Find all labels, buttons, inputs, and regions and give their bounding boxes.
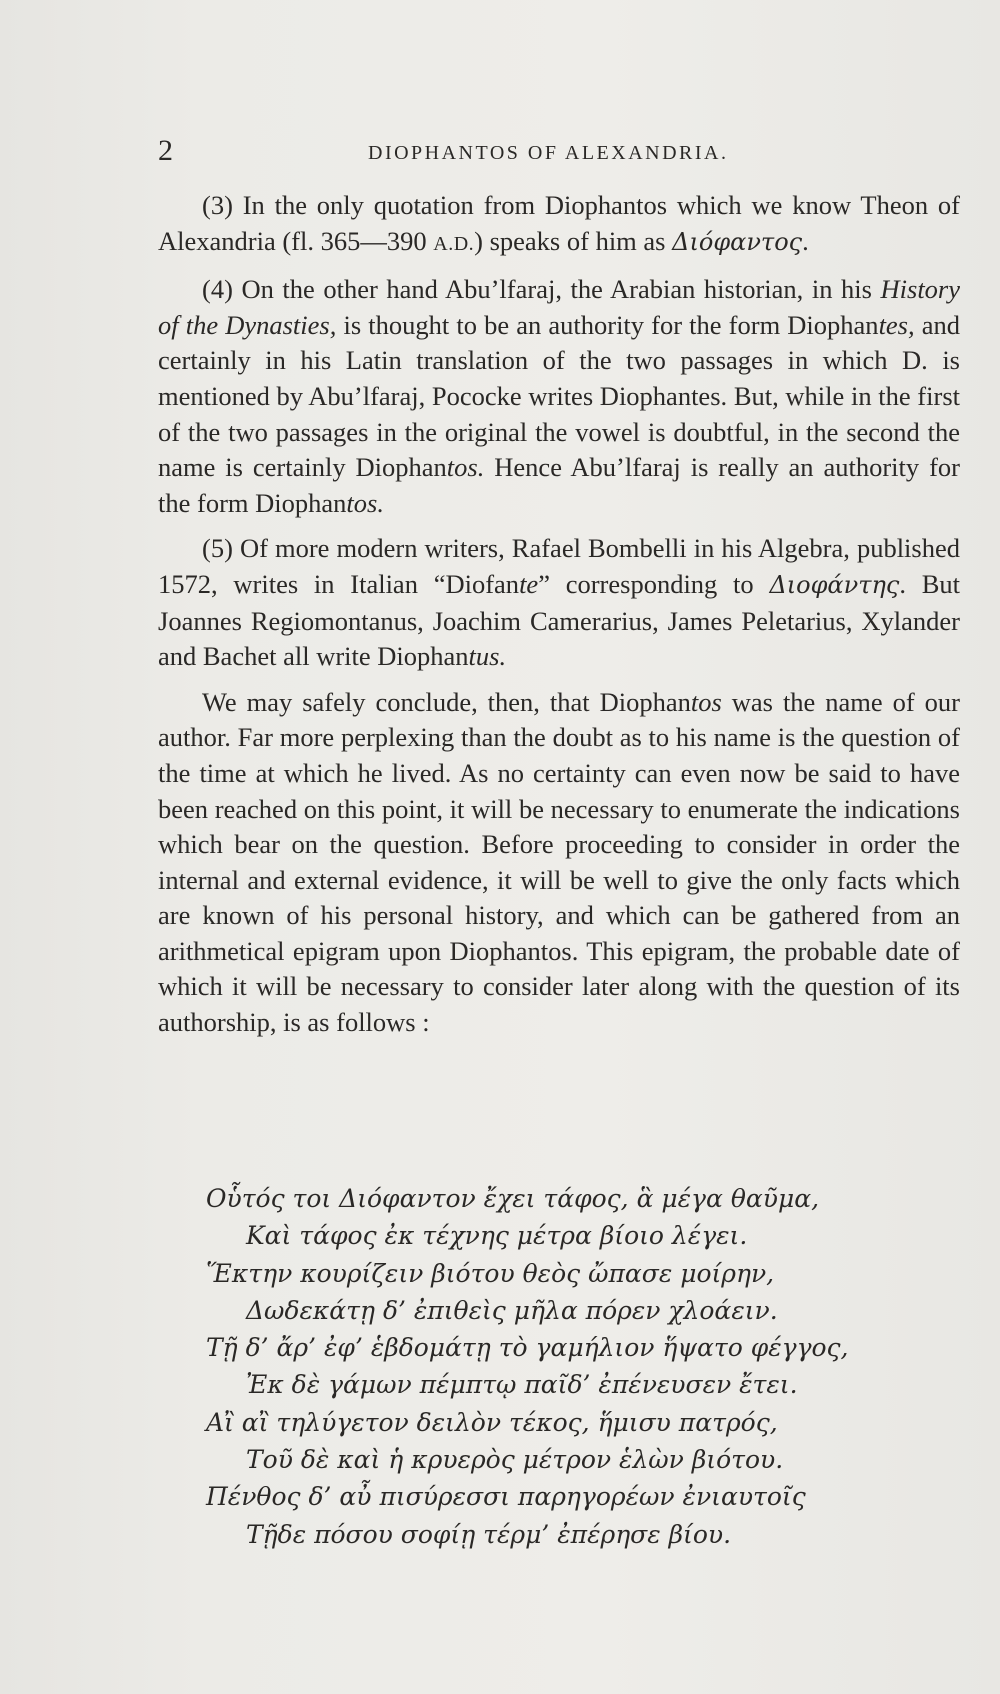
paragraph-4 <box>158 272 960 521</box>
paragraph-4-book-title: History of the Dynasties, <box>158 274 960 340</box>
paragraph-4-text-a: (4) On the other hand Abu’lfaraj, the Arabian historian, in his <box>202 274 881 305</box>
epigram-line: Τῇδε πόσου σοφίῃ τέρμ’ ἐπέρησε βίου. <box>246 1519 732 1549</box>
paragraph-5-text-a: (5) Of more modern writers, Rafael Bombelli in his Algebra, published 1572, writes in Italian “Diofan <box>158 533 960 599</box>
epigram-line: Ἕκτην κουρίζειν βιότου θεὸς ὤπασε μοίρην, <box>206 1258 775 1288</box>
paragraph-6-text-b: was the name of our author. Far more perplexing than the doubt as to his name is the question of the time at which he lived. As no certainty can even now be said to have been reached on this point, it will be necessary to enumerate the indications which bear on the question. Before proceeding to consider in order the internal and external evidence, it will be well to give the only facts which are known of his personal history, and which can be gathered from an arithmetical epigram upon Diophantos. This epigram, the probable date of which it will be necessary to consider later along with the question of its authorship, is as follows : <box>158 686 960 1038</box>
paragraph-3-greek-name: Διόφαντος <box>672 227 803 256</box>
epigram-line: Καὶ τάφος ἐκ τέχνης μέτρα βίοιο λέγει. <box>246 1221 748 1251</box>
paragraph-3 <box>158 188 960 262</box>
paragraph-6-suffix-a: tos <box>690 686 722 717</box>
epigram-line: Οὗτός τοι Διόφαντον ἔχει τάφος, ἃ μέγα θαῦμα, <box>206 1184 820 1213</box>
epigram-line: Τῇ δ’ ἄρ’ ἐφ’ ἑβδομάτῃ τὸ γαμήλιον ἥψατο φέγγος, <box>206 1333 849 1363</box>
epigram-line: Δωδεκάτῃ δ’ ἐπιθεὶς μῆλα πόρεν χλοάειν. <box>246 1295 778 1325</box>
paragraph-5-text-b: ” corresponding to <box>538 568 770 599</box>
epigram-line: Πένθος δ’ αὖ πισύρεσσι παρηγορέων ἐνιαυτοῖς <box>206 1482 806 1512</box>
page-header <box>158 134 958 174</box>
paragraph-5-suffix-a: te <box>519 568 539 599</box>
page-number: 2 <box>158 134 173 167</box>
paragraph-3-text-c: . <box>802 225 809 256</box>
running-head: DIOPHANTOS OF ALEXANDRIA. <box>368 142 729 164</box>
greek-epigram <box>206 1180 926 1553</box>
paragraph-3-text-a: (3) In the only quotation from Diophantos which we know Theon of Alexandria (fl. 365—390 <box>158 190 960 256</box>
paragraph-3-era: A.D. <box>433 232 475 255</box>
paragraph-4-text-c: and certainly in his Latin translation of the two passages in which D. is mentioned by Abu’lfaraj, Pococke writes Diophantes. But, while in the first of the two passages in the original the vowel is doubtful, in the second the name is certainly Diophan <box>158 309 961 483</box>
paragraph-5-suffix-c: tus. <box>468 641 507 672</box>
paragraph-4-suffix-b: tes, <box>878 309 915 340</box>
paragraph-6 <box>158 685 960 1041</box>
epigram-line: Τοῦ δὲ καὶ ἡ κρυερὸς μέτρον ἑλὼν βιότου. <box>246 1445 784 1475</box>
paragraph-4-text-b: is thought to be an authority for the form Diophan <box>336 309 879 340</box>
paragraph-4-text-d: Hence Abu’lfaraj is really an authority for the form Diophan <box>158 452 960 518</box>
paragraph-5 <box>158 531 960 674</box>
paragraph-5-text-c: . But Joannes Regiomontanus, Joachim Camerarius, James Peletarius, Xylander and Bachet all write Diophan <box>158 568 960 672</box>
epigram-line: Ἐκ δὲ γάμων πέμπτῳ παῖδ’ ἐπένευσεν ἔτει. <box>246 1370 798 1400</box>
paragraph-4-suffix-d: tos. <box>346 487 384 518</box>
paragraph-3-text-b: ) speaks of him as <box>474 225 673 256</box>
epigram-line: Αἲ αἲ τηλύγετον δειλὸν τέκος, ἥμισυ πατρός, <box>206 1407 778 1437</box>
paragraph-4-suffix-c: tos. <box>446 452 485 483</box>
paragraph-6-text-a: We may safely conclude, then, that Diophan <box>202 686 691 717</box>
body-text <box>158 188 960 1041</box>
paragraph-5-greek-name: Διοφάντης <box>769 570 900 599</box>
